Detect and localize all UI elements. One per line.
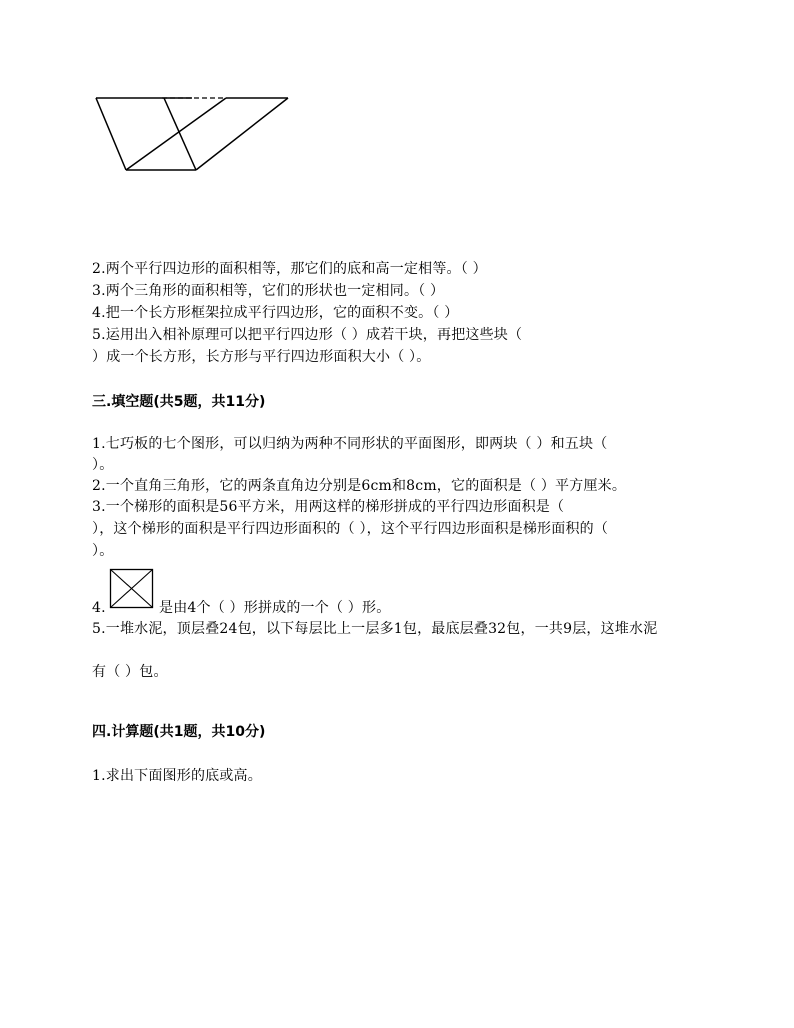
judge-question-2: 2.两个平行四边形的面积相等，那它们的底和高一定相等。（ ） [92, 261, 487, 277]
fill-question-4-text: 是由4个（ ）形拼成的一个（ ）形。 [159, 600, 391, 616]
parallelogram-figure [92, 92, 294, 174]
fill-question-2: 2.一个直角三角形，它的两条直角边分别是6cm和8cm，它的面积是（ ）平方厘米。 [92, 478, 627, 494]
judge-question-4: 4.把一个长方形框架拉成平行四边形，它的面积不变。（ ） [92, 305, 459, 321]
fill-question-4-number: 4. [92, 600, 106, 616]
calc-question-1: 1.求出下面图形的底或高。 [92, 768, 262, 784]
fill-question-1-line2: ）。 [92, 457, 114, 473]
judge-question-3: 3.两个三角形的面积相等，它们的形状也一定相同。（ ） [92, 283, 445, 299]
section-3-heading: 三.填空题(共5题，共11分) [92, 394, 266, 410]
judge-question-5-line2: ）成一个长方形，长方形与平行四边形面积大小（ ）。 [92, 349, 431, 365]
fill-question-3-line2: ），这个梯形的面积是平行四边形面积的（ ），这个平行四边形面积是梯形面积的（ [92, 521, 609, 537]
fill-question-5-line2: 有（ ）包。 [92, 664, 168, 680]
square-with-diagonals-figure [109, 568, 155, 610]
fill-question-1-line1: 1.七巧板的七个图形，可以归纳为两种不同形状的平面图形，即两块（ ）和五块（ [92, 436, 608, 452]
judge-question-5-line1: 5.运用出入相补原理可以把平行四边形（ ）成若干块，再把这些块（ [92, 327, 523, 343]
section-4-heading: 四.计算题(共1题，共10分) [92, 724, 266, 740]
fill-question-3-line1: 3.一个梯形的面积是56平方米，用两这样的梯形拼成的平行四边形面积是（ [92, 499, 565, 515]
fill-question-5-line1: 5.一堆水泥，顶层叠24包，以下每层比上一层多1包，最底层叠32包，一共9层，这堆水泥 [92, 621, 658, 637]
fill-question-3-line3: ）。 [92, 543, 114, 559]
